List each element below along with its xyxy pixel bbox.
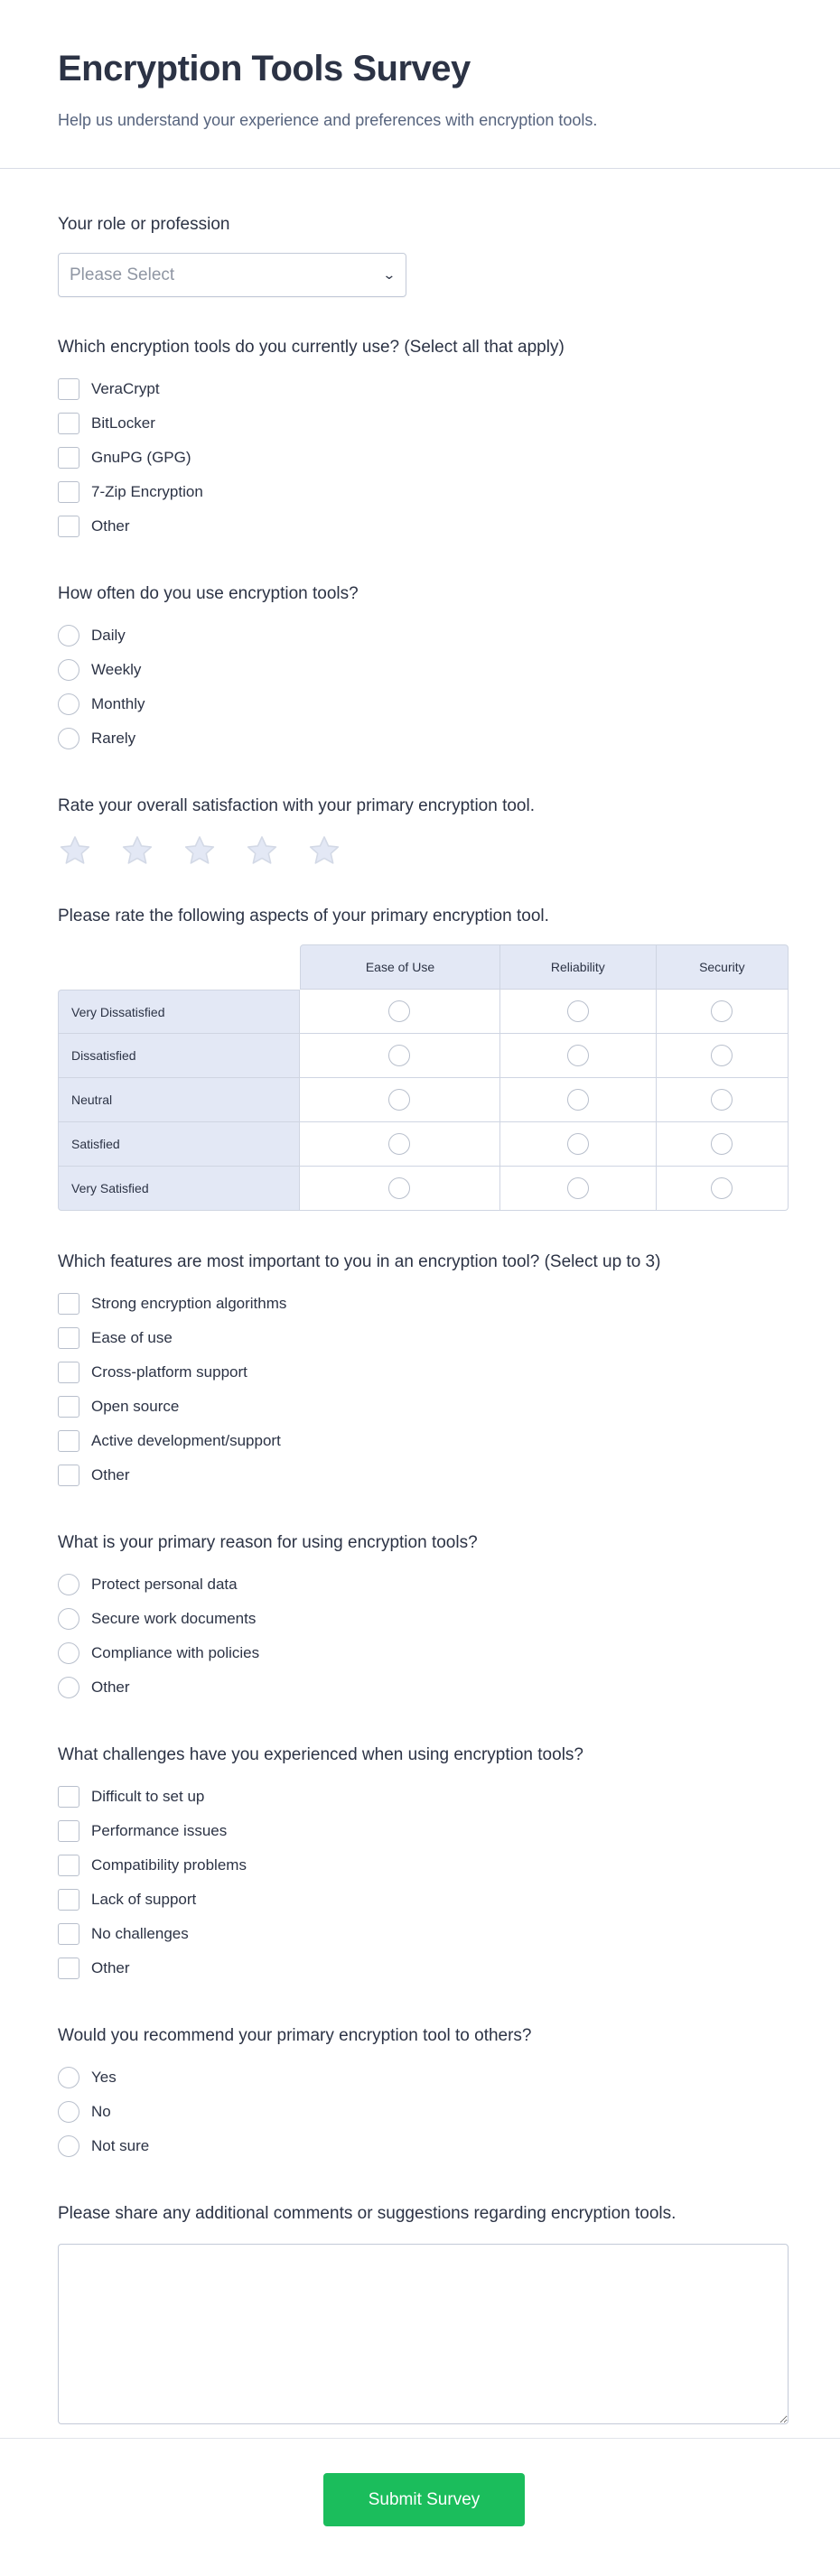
radio-button[interactable] [58, 2135, 79, 2157]
matrix-cell [657, 1078, 789, 1122]
checkbox-option[interactable] [58, 372, 782, 406]
option-label: Protect personal data [91, 1576, 238, 1593]
matrix-radio-button[interactable] [711, 1000, 733, 1022]
checkbox-option[interactable] [58, 1287, 782, 1321]
question-label: Which encryption tools do you currently use? (Select all that apply) [58, 338, 565, 357]
question-label: Please share any additional comments or suggestions regarding encryption tools. [58, 2204, 677, 2223]
option-label: Compliance with policies [91, 1644, 260, 1661]
option-label: GnuPG (GPG) [91, 449, 191, 466]
matrix-row-label: Neutral [58, 1078, 300, 1122]
matrix-cell [500, 1167, 657, 1211]
matrix-row-label: Satisfied [58, 1122, 300, 1167]
checkbox-option[interactable] [58, 1917, 782, 1951]
page-subtitle: Help us understand your experience and preferences with encryption tools. [58, 111, 598, 129]
question-rating [58, 795, 782, 869]
matrix-radio-button[interactable] [388, 1045, 410, 1066]
checkbox[interactable] [58, 1362, 79, 1383]
checkbox-option[interactable] [58, 1951, 782, 1985]
matrix-cell [500, 1034, 657, 1078]
question-role [58, 214, 782, 297]
star-icon[interactable] [245, 833, 279, 868]
question-label: Which features are most important to you in an encryption tool? (Select up to 3) [58, 1252, 661, 1271]
option-label: Strong encryption algorithms [91, 1295, 287, 1312]
page-title: Encryption Tools Survey [58, 49, 471, 88]
option-label: Not sure [91, 2137, 150, 2154]
checkbox-option[interactable] [58, 1424, 782, 1458]
option-label: Difficult to set up [91, 1788, 205, 1805]
matrix-header-row [58, 944, 789, 990]
radio-button[interactable] [58, 1574, 79, 1595]
matrix-radio-button[interactable] [711, 1045, 733, 1066]
matrix-radio-button[interactable] [388, 1133, 410, 1155]
matrix-cell [300, 1167, 500, 1211]
form-footer [0, 2438, 840, 2576]
checkbox-option[interactable] [58, 1321, 782, 1355]
matrix-radio-button[interactable] [567, 1133, 589, 1155]
matrix-cell [657, 990, 789, 1034]
matrix-row [58, 1078, 789, 1122]
option-label: Monthly [91, 695, 145, 712]
radio-option[interactable] [58, 2129, 782, 2163]
checkbox[interactable] [58, 1786, 79, 1808]
radio-option[interactable] [58, 1636, 782, 1670]
option-label: Other [91, 1679, 130, 1696]
checkbox[interactable] [58, 1889, 79, 1911]
option-label: Weekly [91, 661, 142, 678]
matrix-radio-button[interactable] [567, 1177, 589, 1199]
option-label: Lack of support [91, 1891, 197, 1908]
radio-button[interactable] [58, 625, 79, 646]
star-rating [58, 832, 782, 869]
matrix-cell [657, 1122, 789, 1167]
star-icon[interactable] [58, 833, 92, 868]
chevron-down-icon: ⌄ [382, 267, 397, 282]
checkbox-option[interactable] [58, 1390, 782, 1424]
option-label: Active development/support [91, 1432, 281, 1449]
radio-button[interactable] [58, 1642, 79, 1664]
star-icon[interactable] [307, 833, 341, 868]
checkbox[interactable] [58, 413, 79, 434]
matrix-row-label: Dissatisfied [58, 1034, 300, 1078]
question-features [58, 1251, 782, 1493]
radio-button[interactable] [58, 1677, 79, 1698]
option-label: Open source [91, 1398, 180, 1415]
rating-matrix [58, 944, 789, 1211]
matrix-column-header: Security [657, 944, 789, 990]
question-label: What challenges have you experienced when using encryption tools? [58, 1745, 583, 1764]
star-icon[interactable] [182, 833, 217, 868]
option-label: Ease of use [91, 1329, 173, 1346]
question-label: Would you recommend your primary encryption tool to others? [58, 2026, 532, 2045]
radio-option[interactable] [58, 1670, 782, 1705]
checkbox[interactable] [58, 1855, 79, 1876]
question-label: How often do you use encryption tools? [58, 584, 359, 603]
star-icon[interactable] [120, 833, 154, 868]
checkbox-option[interactable] [58, 1883, 782, 1917]
radio-option[interactable] [58, 687, 782, 721]
survey-form [0, 169, 840, 2424]
matrix-radio-button[interactable] [567, 1045, 589, 1066]
checkbox[interactable] [58, 1958, 79, 1979]
radio-option[interactable] [58, 653, 782, 687]
matrix-cell [300, 990, 500, 1034]
radio-button[interactable] [58, 1608, 79, 1630]
matrix-row [58, 1034, 789, 1078]
radio-button[interactable] [58, 2067, 79, 2088]
checkbox-option[interactable] [58, 1458, 782, 1493]
checkbox-option[interactable] [58, 1814, 782, 1848]
matrix-column-header: Ease of Use [300, 944, 500, 990]
checkbox[interactable] [58, 1327, 79, 1349]
matrix-cell [300, 1078, 500, 1122]
matrix-radio-button[interactable] [711, 1089, 733, 1111]
question-label: What is your primary reason for using encryption tools? [58, 1533, 478, 1552]
option-label: Rarely [91, 730, 136, 747]
radio-button[interactable] [58, 728, 79, 749]
radio-option[interactable] [58, 1567, 782, 1602]
radio-option[interactable] [58, 721, 782, 756]
matrix-radio-button[interactable] [711, 1177, 733, 1199]
checkbox[interactable] [58, 378, 79, 400]
question-comments [58, 2203, 782, 2424]
question-tools [58, 337, 782, 544]
option-label: Compatibility problems [91, 1856, 247, 1874]
question-label: Please rate the following aspects of your primary encryption tool. [58, 907, 549, 925]
radio-option[interactable] [58, 618, 782, 653]
option-label: Cross-platform support [91, 1363, 247, 1381]
matrix-row-label: Very Dissatisfied [58, 990, 300, 1034]
matrix-cell [657, 1034, 789, 1078]
option-label: Other [91, 1466, 130, 1483]
radio-button[interactable] [58, 2101, 79, 2123]
matrix-cell [300, 1034, 500, 1078]
select-placeholder: Please Select [70, 265, 175, 284]
checkbox[interactable] [58, 1430, 79, 1452]
matrix-radio-button[interactable] [567, 1089, 589, 1111]
checkbox-option[interactable] [58, 1780, 782, 1814]
checkbox[interactable] [58, 447, 79, 469]
option-label: Performance issues [91, 1822, 228, 1839]
option-label: Yes [91, 2069, 117, 2086]
checkbox[interactable] [58, 1465, 79, 1486]
matrix-column-header: Reliability [500, 944, 657, 990]
checkbox-option[interactable] [58, 475, 782, 509]
checkbox[interactable] [58, 516, 79, 537]
option-label: Daily [91, 627, 126, 644]
option-label: Other [91, 517, 130, 535]
option-label: No challenges [91, 1925, 189, 1942]
matrix-row-label: Very Satisfied [58, 1167, 300, 1211]
matrix-cell [300, 1122, 500, 1167]
radio-option[interactable] [58, 2060, 782, 2095]
matrix-row [58, 1167, 789, 1211]
matrix-radio-button[interactable] [388, 1089, 410, 1111]
checkbox[interactable] [58, 1923, 79, 1945]
matrix-cell [500, 1122, 657, 1167]
checkbox-option[interactable] [58, 1355, 782, 1390]
question-label: Rate your overall satisfaction with your primary encryption tool. [58, 796, 536, 815]
question-matrix [58, 906, 782, 1211]
matrix-row [58, 1122, 789, 1167]
option-label: No [91, 2103, 111, 2120]
matrix-radio-button[interactable] [388, 1177, 410, 1199]
checkbox[interactable] [58, 1820, 79, 1842]
form-header [0, 0, 840, 169]
comments-textarea[interactable] [58, 2244, 789, 2424]
question-frequency [58, 583, 782, 756]
checkbox[interactable] [58, 1293, 79, 1315]
question-reason [58, 1532, 782, 1705]
matrix-corner [58, 944, 300, 990]
checkbox-option[interactable] [58, 1848, 782, 1883]
matrix-radio-button[interactable] [567, 1000, 589, 1022]
checkbox[interactable] [58, 481, 79, 503]
option-label: Other [91, 1959, 130, 1976]
question-recommend [58, 2025, 782, 2163]
option-label: Secure work documents [91, 1610, 257, 1627]
checkbox-option[interactable] [58, 441, 782, 475]
radio-button[interactable] [58, 659, 79, 681]
checkbox-option[interactable] [58, 509, 782, 544]
matrix-cell [500, 1078, 657, 1122]
matrix-cell [500, 990, 657, 1034]
matrix-radio-button[interactable] [711, 1133, 733, 1155]
submit-survey-button[interactable]: Submit Survey [323, 2473, 525, 2526]
option-label: BitLocker [91, 414, 155, 432]
radio-option[interactable] [58, 1602, 782, 1636]
question-challenges [58, 1744, 782, 1985]
matrix-row [58, 990, 789, 1034]
option-label: 7-Zip Encryption [91, 483, 203, 500]
role-select[interactable] [58, 253, 406, 297]
checkbox-option[interactable] [58, 406, 782, 441]
matrix-cell [657, 1167, 789, 1211]
matrix-radio-button[interactable] [388, 1000, 410, 1022]
checkbox[interactable] [58, 1396, 79, 1418]
option-label: VeraCrypt [91, 380, 160, 397]
question-label: Your role or profession [58, 215, 230, 234]
radio-option[interactable] [58, 2095, 782, 2129]
radio-button[interactable] [58, 693, 79, 715]
